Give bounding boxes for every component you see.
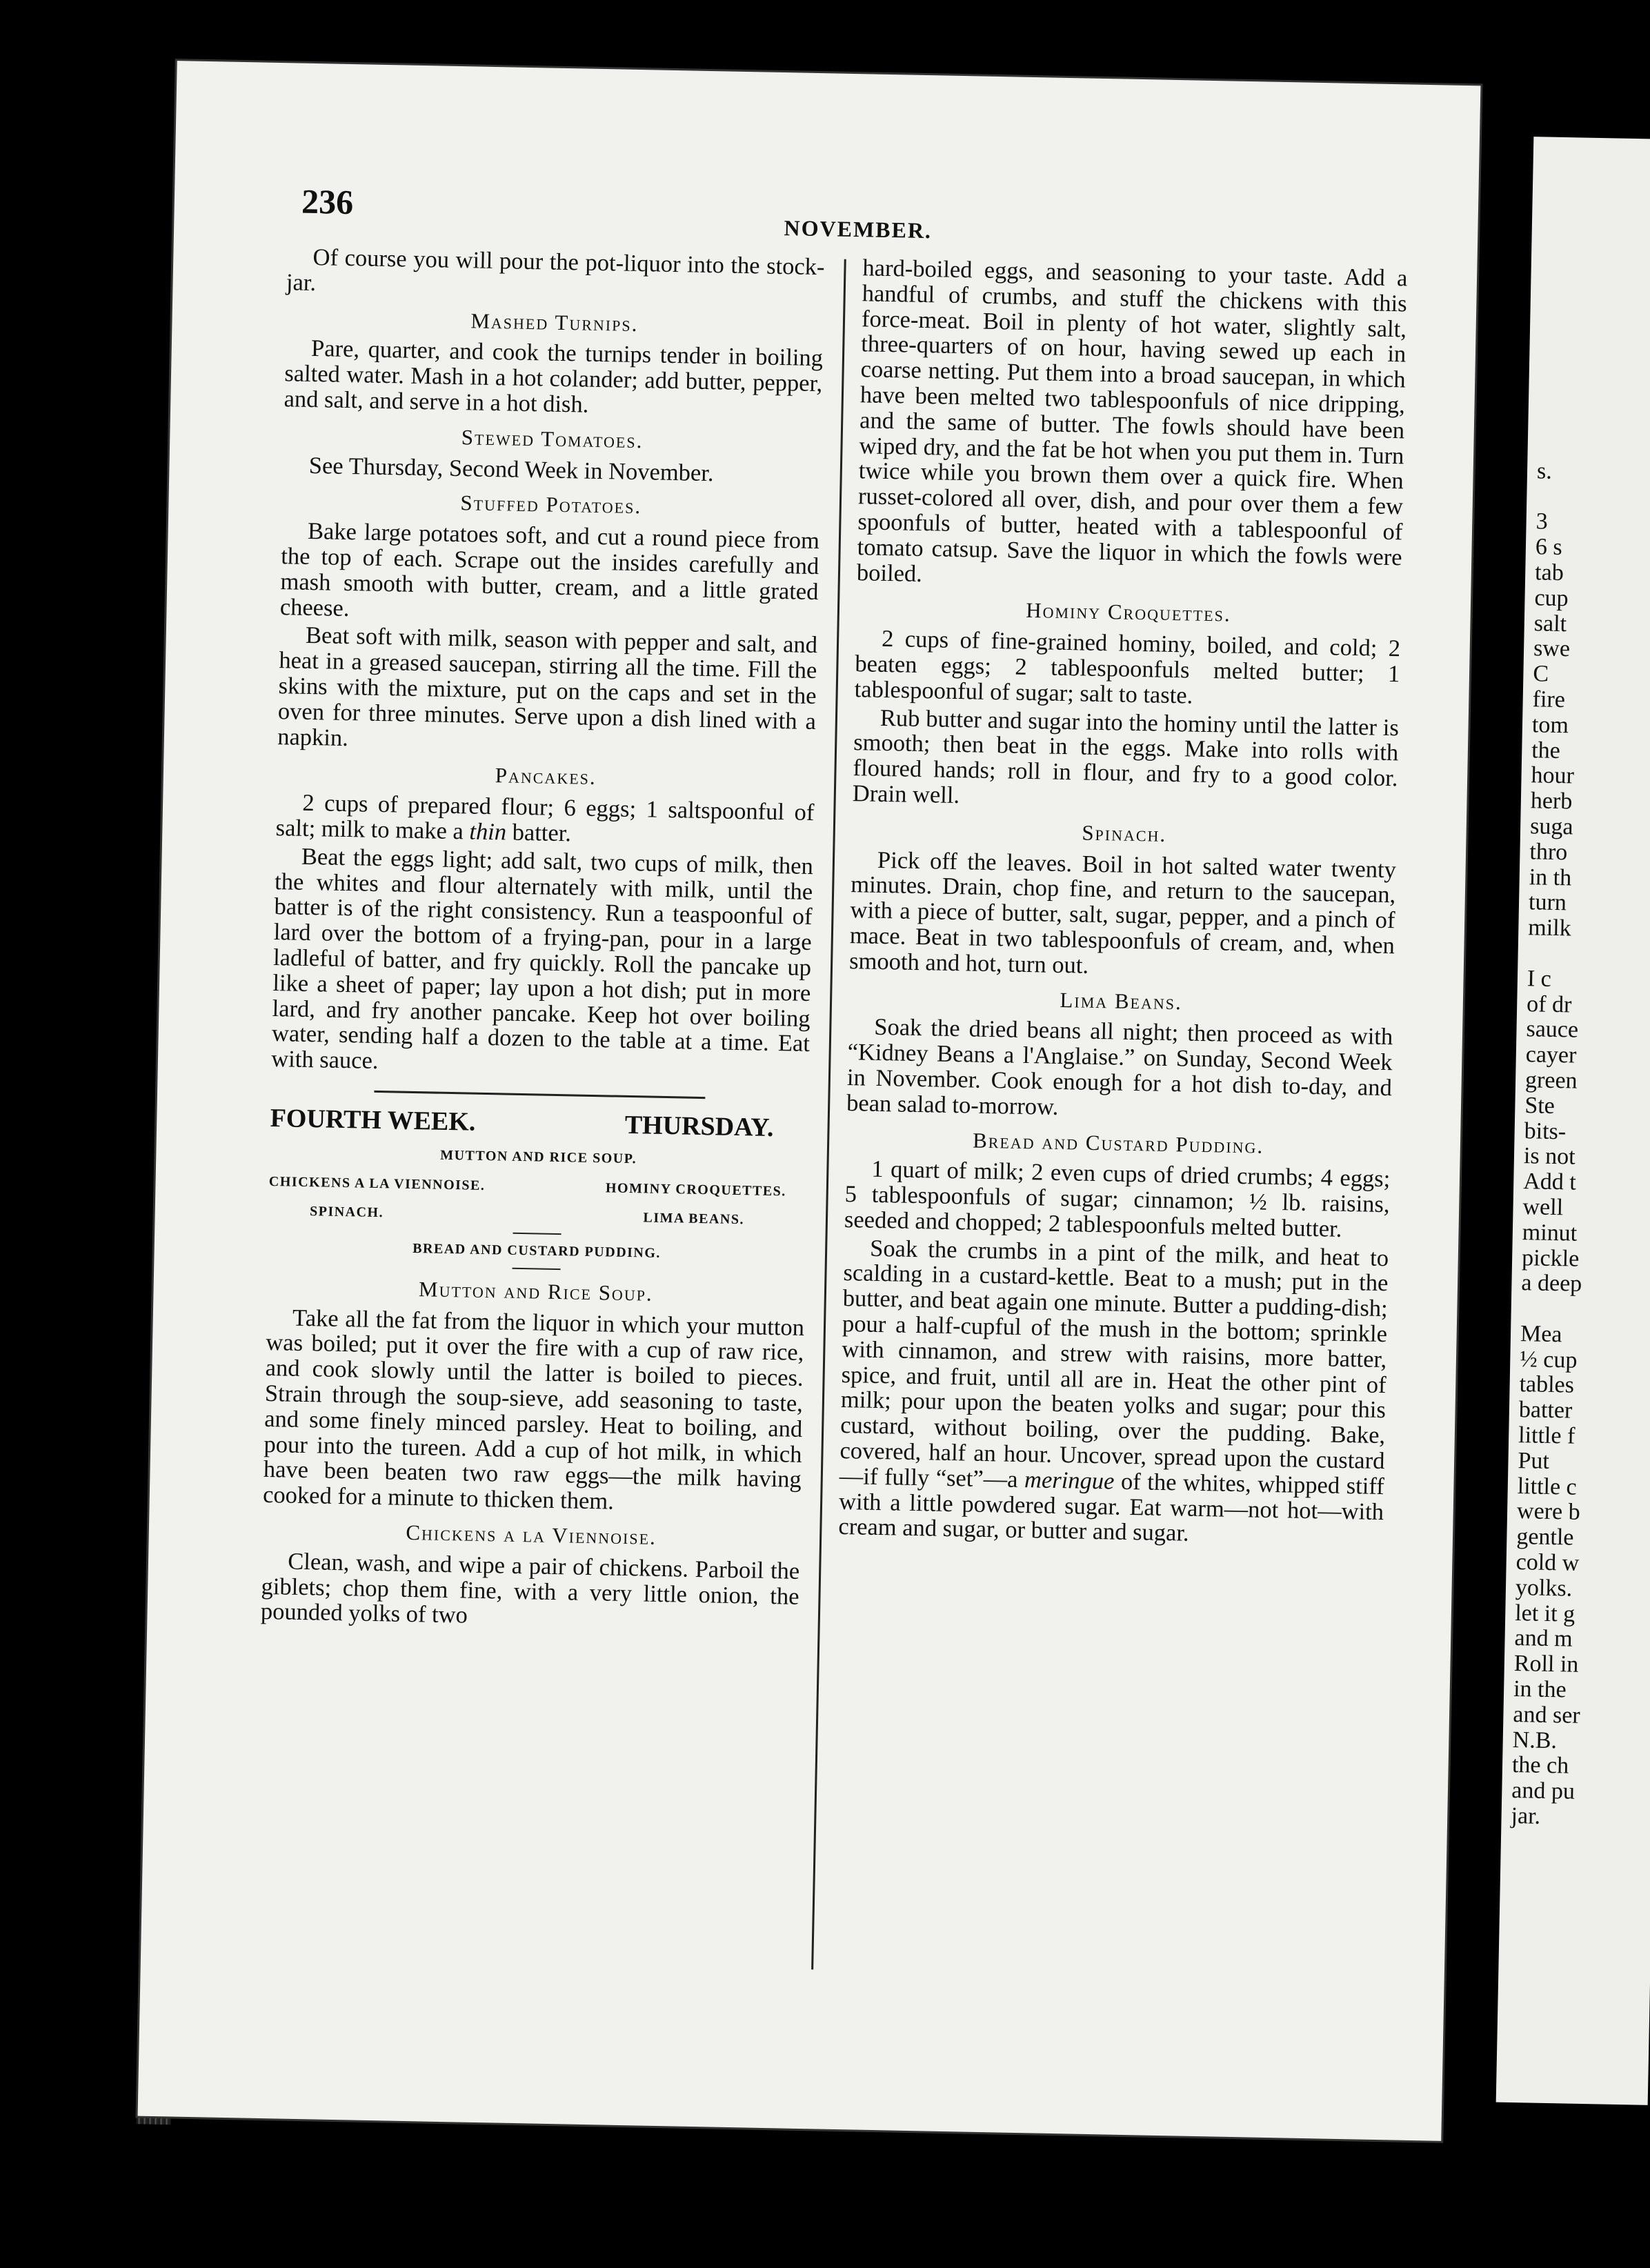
facing-page-line: and pu [1511, 1778, 1576, 1804]
facing-page-line: fire [1532, 686, 1566, 713]
facing-page-line: minut [1522, 1219, 1578, 1246]
recipe-title: Bread and Custard Pudding. [972, 1128, 1264, 1158]
menu-item: HOMINY CROQUETTES. [605, 1180, 786, 1199]
recipe-text: Pick off the leaves. Boil in hot salted water twenty minutes. Drain, chop fine, and return to the saucepan, with a piece of butter, salt, sugar, pepper, and a pinch of mace. Beat in two tablespoonfuls of cream, and, when smooth and hot, turn out. [848, 846, 1397, 979]
facing-page-line: bits- [1524, 1117, 1567, 1144]
facing-page-line: sauce [1526, 1016, 1579, 1043]
facing-page-line: ½ cup [1519, 1346, 1578, 1373]
facing-page-line: and ser [1513, 1701, 1581, 1729]
recipe-title: Mutton and Rice Soup. [418, 1277, 654, 1306]
facing-page-line [1527, 941, 1595, 968]
facing-page-line: cold w [1515, 1549, 1580, 1576]
daily-menu [268, 1140, 808, 1275]
facing-page-line: C [1533, 661, 1549, 687]
recipe-title: Spinach. [1082, 820, 1167, 846]
recipe-text: Pare, quarter, and cook the turnips tender in boiling salted water. Mash in a hot colander; add butter, pepper, and salt, and serve in a hot dish. [284, 335, 824, 418]
facing-page-line: cup [1534, 585, 1569, 612]
facing-page-line: 6 s [1535, 534, 1563, 561]
facing-page-line: gentle [1516, 1524, 1574, 1551]
facing-page-text [1511, 433, 1604, 1830]
recipe-title: Hominy Croquettes. [1025, 598, 1232, 626]
day-label: THURSDAY. [624, 1110, 774, 1142]
recipe-title: Mashed Turnips. [470, 308, 639, 336]
facing-page-line: were b [1516, 1498, 1581, 1526]
menu-item: CHICKENS A LA VIENNOISE. [268, 1173, 486, 1193]
facing-page-line: is not [1523, 1143, 1576, 1170]
facing-page-line: cayer [1525, 1042, 1577, 1068]
recipe-text: See Thursday, Second Week in November. [308, 452, 714, 486]
week-label: FOURTH WEEK. [270, 1103, 476, 1137]
method-text: Soak the crumbs in a pint of the milk, and heat to scalding in a custard-kettle. Beat to a mush; put in the butter, and beat again one minute. Butter a pudding-dish; pour a half-cupful of the mush in the bottom; sprinkle with cinnamon, and strew with raisins, more batter, spice, and fruit, until all are in. Heat the other pint of milk; pour upon the beaten yolks and sugar; pour this custard, without boiling, over the pudding. Bake, covered, half an hour. Uncover, spread upon the custard—if fully “set”—a [839, 1235, 1389, 1493]
facing-page-line: s. [1536, 458, 1553, 484]
facing-page-line: let it g [1514, 1600, 1576, 1627]
facing-page-line: in th [1529, 864, 1572, 891]
recipe-text: Soak the dried beans all night; then proceed as with “Kidney Beans a l'Anglaise.” on Sunday, Second Week in November. Cook enough for a hot dish to-day, and bean salad to-morrow. [846, 1014, 1393, 1120]
facing-page-line: herb [1530, 788, 1573, 815]
facing-page-line: Roll in [1513, 1651, 1579, 1678]
facing-page-line: suga [1529, 813, 1573, 840]
facing-page [1496, 137, 1650, 2105]
facing-page-line: thro [1529, 838, 1568, 866]
facing-page-line: tom [1531, 712, 1569, 739]
facing-page-line: milk [1528, 915, 1572, 942]
week-heading [270, 1103, 808, 1142]
method-emphasis: meringue [1024, 1466, 1115, 1495]
facing-page-line: Mea [1520, 1320, 1562, 1348]
facing-page-line: Ste [1524, 1092, 1555, 1119]
recipe-title: Pancakes. [495, 763, 597, 790]
recipe-title: Lima Beans. [1060, 987, 1183, 1014]
menu-item: SPINACH. [309, 1204, 384, 1221]
facing-page-line: hour [1531, 762, 1575, 789]
facing-page-line: well [1522, 1194, 1564, 1221]
facing-page-line: the [1531, 737, 1561, 764]
facing-page-line: the ch [1511, 1752, 1569, 1779]
facing-page-line: N.B. [1512, 1727, 1558, 1753]
page-number: 236 [301, 181, 354, 222]
facing-page-line: Put [1518, 1447, 1550, 1474]
left-column [261, 244, 825, 1638]
facing-page-line: little f [1518, 1422, 1576, 1449]
facing-page-line: a deep [1521, 1270, 1582, 1297]
recipe-ingredients: 2 cups of fine-grained hominy, boiled, and cold; 2 beaten eggs; 2 tablespoonfuls melted butter; 1 tablespoonful of sugar; salt to taste. [854, 626, 1401, 709]
facing-page-line: green [1524, 1067, 1578, 1094]
facing-page-line: swe [1533, 635, 1571, 662]
facing-page-line: Add t [1522, 1168, 1577, 1195]
menu-item: LIMA BEANS. [643, 1210, 745, 1228]
running-head: NOVEMBER. [784, 215, 933, 243]
facing-page-line: pickle [1521, 1244, 1580, 1272]
right-column [838, 255, 1408, 1553]
section-divider [374, 1091, 705, 1099]
menu-row [268, 1198, 807, 1234]
recipe-text: Rub butter and sugar into the hominy until the latter is smooth; then beat in the eggs. Make into rolls with floured hands; roll in flour, and fry to a good color. Drain well. [852, 704, 1400, 809]
facing-page-line: 3 [1535, 508, 1549, 535]
recipe-title: Stuffed Potatoes. [460, 490, 642, 519]
method-text: of the whites, whipped stiff with a little powdered sugar. Eat warm—not hot—with cream and sugar, or butter and sugar. [838, 1468, 1385, 1547]
ingredients-emphasis: thin [469, 818, 507, 846]
recipe-title: Stewed Tomatoes. [461, 424, 644, 452]
facing-page-line [1536, 484, 1604, 511]
recipe-ingredients [275, 790, 814, 851]
opening-paragraph: Of course you will pour the pot-liquor into the stock-jar. [286, 243, 825, 296]
facing-page-line: little c [1517, 1473, 1578, 1500]
menu-divider [513, 1233, 561, 1235]
facing-page-line: tab [1534, 559, 1564, 586]
recipe-text [838, 1235, 1389, 1551]
menu-row [269, 1168, 808, 1204]
facing-page-line: I c [1527, 965, 1552, 992]
facing-page-line: jar. [1511, 1803, 1541, 1829]
facing-page-line: in the [1513, 1676, 1567, 1703]
facing-page-line: of dr [1526, 991, 1572, 1017]
facing-page-line: and m [1514, 1625, 1573, 1653]
recipe-text: hard-boiled eggs, and seasoning to your taste. Add a handful of crumbs, and stuff the chickens with this force-meat. Boil in plenty of hot water, slightly salt, three-quarters of on hour, having sewed up each in coarse netting. Put them into a broad saucepan, in which have been melted two tablespoonfuls of nice dripping, and the same of butter. The fowls should have been wiped dry, and the fat be hot when you put them in. Turn twice while you brown them over a quick fire. When russet-colored all over, dish, and pour over them a few spoonfuls of butter, heated with a tablespoonful of tomato catsup. Save the liquor in which the fowls were boiled. [856, 255, 1408, 587]
recipe-text: Beat the eggs light; add salt, two cups of milk, then the whites and flour alternately with milk, until the batter is of the right consistency. Run a teaspoonful of lard over the bottom of a frying-pan, pour in a large ladleful of batter, and fry quickly. Roll the pancake up like a sheet of paper; lay upon a hot dish; put in more lard, and fry another pancake. Keep hot over boiling water, sending half a dozen to the table at a time. Eat with sauce. [270, 843, 814, 1075]
menu-item: BREAD AND CUSTARD PUDDING. [412, 1241, 662, 1262]
ingredients-text: batter. [512, 819, 572, 847]
facing-page-line [1537, 433, 1604, 460]
menu-item: MUTTON AND RICE SOUP. [440, 1147, 637, 1166]
facing-page-line: batter [1518, 1397, 1573, 1424]
recipe-ingredients: 1 quart of milk; 2 even cups of dried crumbs; 4 eggs; 5 tablespoonfuls of sugar; cinnamon; ½ lb. raisins, seeded and chopped; 2 tablespoonfuls melted butter. [844, 1156, 1391, 1242]
facing-page-line: yolks. [1515, 1574, 1573, 1602]
ingredients-text: 2 cups of prepared flour; 6 eggs; 1 saltspoonful of salt; milk to make a [275, 789, 815, 845]
facing-page-line: salt [1533, 610, 1567, 637]
page-content [252, 167, 1420, 2051]
facing-page-line: tables [1519, 1371, 1575, 1399]
recipe-text: Take all the fat from the liquor in which your mutton was boiled; put it over the fire with a cup of raw rice, and cook slowly until the latter is boiled to pieces. Strain through the soup-sieve, add seasoning to taste, and some finely minced parsley. Heat to boiling, and pour into the tureen. Add a cup of hot milk, in which have been beaten two raw eggs—the milk having cooked for a minute to thicken them. [262, 1304, 805, 1515]
facing-page-line: turn [1528, 889, 1567, 916]
recipe-title: Chickens a la Viennoise. [406, 1520, 657, 1549]
recipe-text: Bake large potatoes soft, and cut a round piece from the top of each. Scrape out the insides carefully and mash smooth with butter, cream, and a little grated cheese. [279, 518, 820, 621]
menu-divider [513, 1268, 561, 1270]
recipe-text: Clean, wash, and wipe a pair of chickens. Parboil the giblets; chop them fine, with a very little onion, the pounded yolks of two [260, 1548, 800, 1629]
facing-page-line [1520, 1296, 1588, 1323]
recipe-text: Beat soft with milk, season with pepper and salt, and heat in a greased saucepan, stirring all the time. Fill the skins with the mixture, put on the caps and set in the oven for three minutes. Serve upon a dish lined with a napkin. [277, 622, 818, 751]
